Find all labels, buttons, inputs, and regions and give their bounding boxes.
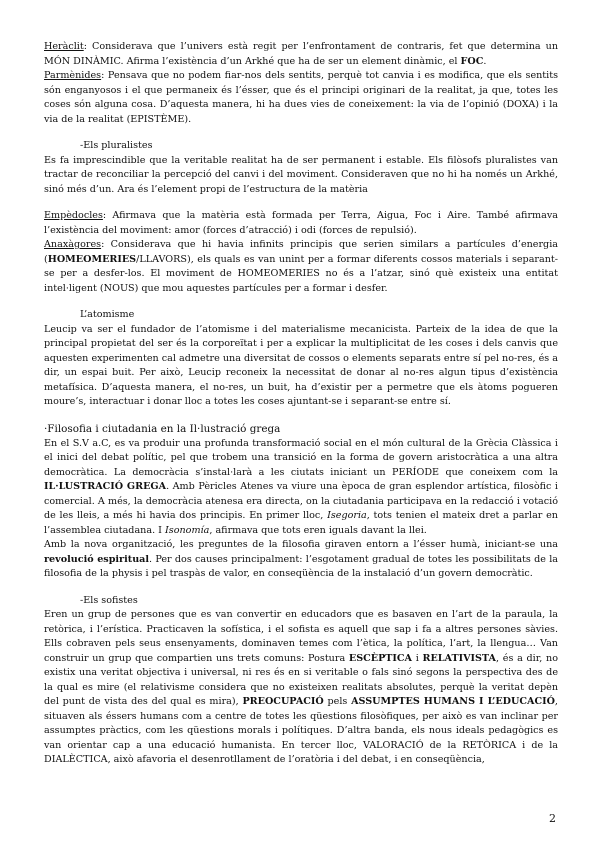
assumptes-term: ASSUMPTES HUMANS I L’EDUCACIÓ	[351, 696, 555, 707]
isegoria-term: Isegoria	[327, 510, 367, 521]
pluralistes-heading: -Els pluralistes	[80, 140, 153, 151]
filosofia-heading: ·Filosofia i ciutadania en la Il·lustració grega	[44, 422, 281, 435]
foc-term: FOC	[460, 55, 484, 67]
preocupacio-term: PREOCUPACIÓ	[242, 696, 324, 707]
esceptica-term: ESCÈPTICA	[348, 652, 412, 664]
empedocles-paragraph: Empèdocles: Afirmava que la matèria està formada per Terra, Aigua, Foc i Aire. També afirmava l’existència del moviment: amor (forces d’atracció) i odi (forces de repulsió).	[44, 210, 558, 236]
atomisme-heading: L’atomisme	[80, 309, 135, 320]
heraclit-paragraph: Heràclit: Considerava que l’univers està regit per l’enfrontament de contraris, fet que determina un MÓN DINÀMIC. Afirma l’existència d’un Arkhé que ha de ser un element dinàmic, el FOC.	[44, 41, 558, 67]
filosofia-paragraph-2: Amb la nova organització, les preguntes de la filosofia giraven entorn a l’ésser humà, iniciant-se una revolució espiritual. Per dos causes principalment: l’esgotament gradual de totes les possibilitats de la filosofia de la physis i pel traspàs de valor, en conseqüència de la instalació d’un govern democràtic.	[44, 539, 558, 579]
relativista-term: RELATIVISTA	[422, 652, 496, 664]
parmenides-name: Parmènides	[44, 70, 102, 81]
sofistes-paragraph: Eren un grup de persones que es van convertir en educadors que es basaven en l’art de la paraula, la retòrica, i l’erística. Practicaven la sofística, i el sofista es aquell que sap i fa a altres persones sàvies. Ells cobraven pels seus ensenyaments, dominaven temes com l’ètica, la política, l’art, la llengua… Van construir un grup que compartien uns trets comuns: Postura ESCÈPTICA i RELATIVISTA, és a dir, no existix una veritat objectiva i universal, ni res és en si veritable o fals sinó segons la perspectiva des de la qual es mire (el relativisme considera que no existeixen realitats absolutes, perquè la veritat depèn del punt de vista des del qual es mira), PREOCUPACIÓ pels ASSUMPTES HUMANS I L’EDUCACIÓ, situaven als éssers humans com a centre de totes les qüestions filosòfiques, per això es van inclinar per assumptes pràctics, com les qüestions morals i polítiques. D’altra banda, els nous ideals pedagògics es van orientar cap a una educació humanista. En tercer lloc, VALORACIÓ de la RETÒRICA i de la DIALÈCTICA, això afavoria el desenrotllament de l’oratòria i del debat, i en conseqüència,	[44, 609, 558, 765]
heraclit-name: Heràclit	[44, 41, 84, 52]
illustracio-term: IL·LUSTRACIÓ GREGA	[44, 481, 167, 492]
page-number: 2	[549, 812, 556, 825]
pluralistes-paragraph: Es fa imprescindible que la veritable realitat ha de ser permanent i estable. Els filòsofs pluralistes van tractar de reconciliar la percepció del canvi i del moviment. Consideraven que no hi ha només un Arkhé, sinó més d’un. Ara és l’element propi de l’estructura de la matèria	[44, 154, 558, 195]
anaxagores-paragraph: Anaxàgores: Considerava que hi havia infinits principis que serien similars a partícules d’energia (HOMEOMERIES/LLAVORS), els quals es van unint per a formar diferents cossos materials i separant-se per a desfer-los. El moviment de HOMEOMERIES no és a l’atzar, sinó què existeix una entitat intel·ligent (NOUS) que mou aquestes partícules per a formar i desfer.	[44, 239, 558, 294]
revolucio-term: revolució espiritual	[44, 553, 150, 565]
anaxagores-name: Anaxàgores	[44, 239, 102, 250]
homeomeries-term: HOMEOMERIES	[47, 253, 137, 265]
parmenides-paragraph: Parmènides: Pensava que no podem fiar-nos dels sentits, perquè tot canvia i es modifica, que els sentits són enganyosos i el que permaneix és l’ésser, que és el principi originari de la realitat, ja que, totes les coses són alguna cosa. D’aquesta manera, hi ha dues vies de coneixement: la via de l’opinió (DOXA) i la via de la realitat (EPISTÈME).	[44, 70, 558, 125]
sofistes-heading: -Els sofistes	[80, 594, 138, 606]
filosofia-paragraph-1: En el S.V a.C, es va produir una profunda transformació social en el món cultural de la Grècia Clàssica i el inici del debat polític, pel que trobem una transició en la forma de govern aristocràtica a una altra democràtica. La democràcia s’instal·larà a les ciutats iniciant un PERÍODE que coneixem com la IL·LUSTRACIÓ GREGA. Amb Pèricles Atenes va viure una època de gran esplendor artística, filosòfic i comercial. A més, la democràcia atenesa era directa, on la ciutadania participava en la redacció i votació de les lleis, a més hi havia dos principis. En primer lloc, Isegoria, tots tenien el mateix dret a parlar en l’assemblea ciutadana. I Isonomía, afirmava que tots eren iguals davant la llei.	[44, 437, 558, 536]
isonomia-term: Isonomía	[165, 524, 210, 536]
empedocles-name: Empèdocles	[44, 210, 103, 221]
document-page	[44, 40, 558, 768]
atomisme-paragraph: Leucip va ser el fundador de l’atomisme i del materialisme mecanicista. Parteix de la idea de que la principal propietat del ser és la corporeïtat i per a explicar la multiplicitat de les coses i dels canvis que aquesten experimenten cal admetre una diversitat de cossos o elements separats entre sí pel no-res, és a dir, un espai buit. Per això, Leucip reconeix la necessitat de donar al no-res algun tipus d’existència metafísica. D’aquesta manera, el no-res, un buit, ha d’existir per a permetre que els àtoms pogueren moure’s, interactuar i donar lloc a totes les coses ajuntant-se i separant-se entre sí.	[44, 323, 558, 407]
